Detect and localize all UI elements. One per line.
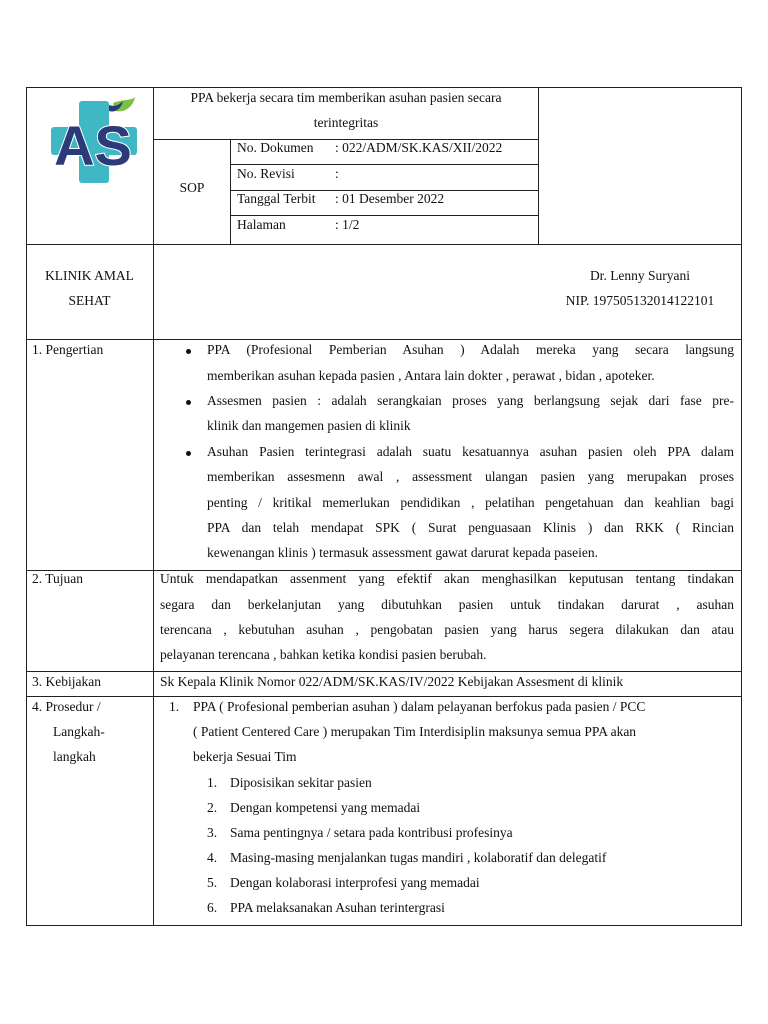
section-label-prosedur-l2: Langkah- [53,724,105,739]
column-divider-left [153,87,154,926]
kebijakan-text: Sk Kepala Klinik Nomor 022/ADM/SK.KAS/IV/2022 Kebijakan Assesment di klinik [160,674,624,689]
subitem-text: Masing-masing menjalankan tugas mandiri , kolaboratif dan delegatif [230,850,607,865]
tujuan-l1: Untuk mendapatkan assenment yang efektif akan menghasilkan keputusan tentang tindakan [160,571,734,586]
column-divider-right [538,87,539,244]
prosedur-item1-number: 1. [169,699,180,714]
header-bottom [26,244,742,245]
field-value-no-revisi: : [335,166,339,181]
pengertian-b1-l1: PPA (Profesional Pemberian Asuhan ) Adalah mereka yang secara langsung [207,342,734,357]
tujuan-bottom [26,671,742,672]
subitem-text: Sama pentingnya / setara pada kontribusi profesinya [230,825,513,840]
prosedur-item1-l3: bekerja Sesuai Tim [193,749,297,764]
doc-title-line1: PPA bekerja secara tim memberikan asuhan pasien secara [190,90,502,105]
subitem-number: 3. [207,825,218,840]
bullet-3 [186,451,191,456]
prosedur-item1-l1: PPA ( Profesional pemberian asuhan ) dalam pelayanan berfokus pada pasien / PCC [193,699,646,714]
prosedur-item1-l2: ( Patient Centered Care ) merupakan Tim Interdisiplin maksunya semua PPA akan [193,724,637,739]
subitem-text: Dengan kompetensi yang memadai [230,800,421,815]
subitem-number: 5. [207,875,218,890]
pengertian-b1-l2: memberikan asuhan kepada pasien , Antara lain dokter , perawat , bidan , apoteker. [207,368,655,383]
field-label-tanggal-terbit: Tanggal Terbit [237,191,316,206]
pengertian-b2-l2: klinik dan mangemen pasien di klinik [207,418,411,433]
pengertian-b2-l1: Assesmen pasien : adalah serangkaian proses yang berlangsung sejak dari fase pre- [207,393,734,408]
tujuan-l3: terencana , kebutuhan asuhan , pengobatan pasien yang harus segera dilakukan dan atau [160,622,734,637]
subitem-text: PPA melaksanakan Asuhan terintergrasi [230,900,445,915]
sop-document [26,87,742,926]
clinic-logo [49,97,139,187]
field-label-no-revisi: No. Revisi [237,166,295,181]
tujuan-l2: segara dan berkelanjutan yang dibutuhkan pasien untuk tindakan darurat , asuhan [160,597,734,612]
section-label-kebijakan: 3. Kebijakan [32,674,101,689]
tujuan-l4: pelayanan terencana , bahkan ketika kondisi pasien berubah. [160,647,487,662]
section-label-pengertian: 1. Pengertian [32,342,104,357]
border-right [741,87,742,926]
subitem-text: Diposisikan sekitar pasien [230,775,372,790]
clinic-row-bottom [26,339,742,340]
logo-text: AS [54,114,132,177]
section-label-tujuan: 2. Tujuan [32,571,84,586]
clinic-name-line1: KLINIK AMAL [45,268,134,283]
field-value-no-dokumen: : 022/ADM/SK.KAS/XII/2022 [335,140,503,155]
border-bottom [26,925,742,926]
border-left [26,87,27,926]
pengertian-b3-l2: memberikan assesmenn awal , assessment ulangan pasien yang merupakan proses [207,469,734,484]
field-value-tanggal-terbit: : 01 Desember 2022 [335,191,445,206]
signer-name: Dr. Lenny Suryani [589,268,691,283]
field-label-halaman: Halaman [237,217,286,232]
border-top [26,87,742,88]
subitem-text: Dengan kolaborasi interprofesi yang memadai [230,875,480,890]
bullet-2 [186,400,191,405]
pengertian-b3-l1: Asuhan Pasien terintegrasi adalah suatu kesatuannya asuhan pasien oleh PPA dalam [207,444,734,459]
section-label-prosedur-l1: 4. Prosedur / [32,699,101,714]
clinic-name-line2: SEHAT [68,293,111,308]
subitem-number: 6. [207,900,218,915]
subitem-number: 1. [207,775,218,790]
doc-title-line2: terintegritas [313,115,379,130]
pengertian-b3-l5: kewenangan klinis ) termasuk assessment gawat darurat kepada paseien. [207,545,598,560]
sop-divider [230,139,231,244]
signer-nip: NIP. 197505132014122101 [565,293,715,308]
pengertian-b3-l4: PPA dan telah mendapat SPK ( Surat penguasaan Klinis ) dan RKK ( Rincian [207,520,734,535]
subitem-number: 4. [207,850,218,865]
subitem-number: 2. [207,800,218,815]
sop-label: SOP [179,180,205,195]
bullet-1 [186,349,191,354]
field-value-halaman: : 1/2 [335,217,360,232]
kebijakan-bottom [26,696,742,697]
field-label-no-dokumen: No. Dokumen [237,140,314,155]
pengertian-b3-l3: penting / kritikal memerlukan pendidikan , pelatihan pengetahuan dan keahlian bagi [207,495,734,510]
section-label-prosedur-l3: langkah [53,749,96,764]
